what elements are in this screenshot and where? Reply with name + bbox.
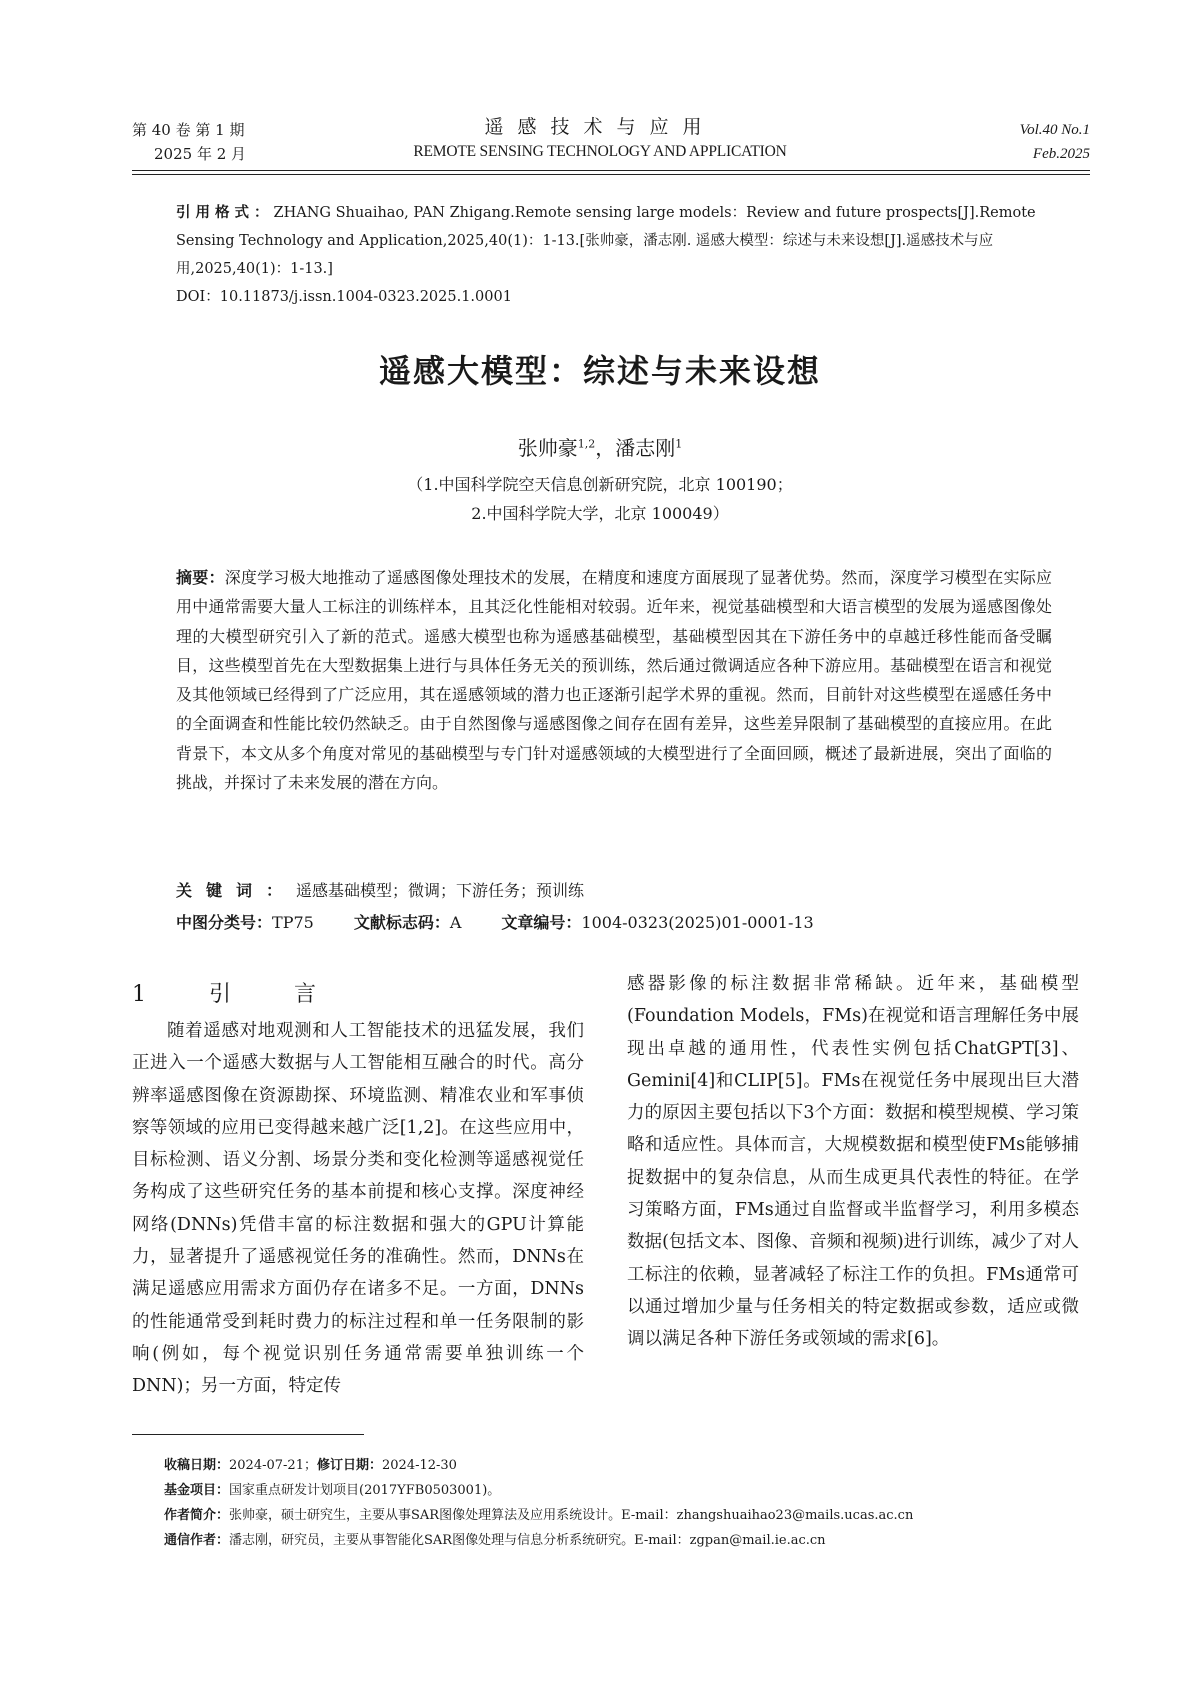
body-paragraph-right: 感器影像的标注数据非常稀缺。近年来，基础模型(Foundation Models，FMs)在视觉和语言理解任务中展现出卓越的通用性，代表性实例包括ChatGPT[3]、Gemini[4]和CLIP[5]。FMs在视觉任务中展现出巨大潜力的原因主要包括以下3个方面：数据和模型规模、学习策略和适应性。具体而言，大规模数据和模型使FMs能够捕捉数据中的复杂信息，从而生成更具代表性的特征。在学习策略方面，FMs通过自监督或半监督学习，利用多模态数据(包括文本、图像、音频和视频)进行训练，减少了对人工标注的依赖，显著减轻了标注工作的负担。FMs通常可以通过增加少量与任务相关的特定数据或参数，适应或微调以满足各种下游任务或领域的需求[6]。 bbox=[627, 974, 1079, 1350]
classification-line bbox=[176, 910, 814, 933]
journal-name-cn: 遥感技术与应用 bbox=[484, 116, 716, 138]
keywords-label: 关键词： bbox=[176, 881, 297, 900]
section-heading: 1 引 言 bbox=[132, 982, 344, 1007]
footnotes bbox=[164, 1453, 1064, 1553]
author-bio-line: 作者简介：张帅豪，硕士研究生，主要从事SAR图像处理算法及应用系统设计。E-mail：zhangshuaihao23@mails.ucas.ac.cn bbox=[164, 1508, 914, 1523]
article-no-value: 1004-0323(2025)01-0001-13 bbox=[581, 913, 814, 932]
author-bio: 张帅豪，硕士研究生，主要从事SAR图像处理算法及应用系统设计。E-mail：zhangshuaihao23@mails.ucas.ac.cn bbox=[229, 1508, 914, 1523]
date-cn: 2025 年 2 月 bbox=[154, 145, 247, 163]
author-2: 潘志刚 bbox=[615, 436, 676, 460]
revised-date: 2024-12-30 bbox=[382, 1458, 457, 1473]
affiliation-1: （1.中国科学院空天信息创新研究院，北京 100190； bbox=[407, 475, 793, 494]
doc-code-value: A bbox=[449, 913, 462, 932]
journal-name-en: REMOTE SENSING TECHNOLOGY AND APPLICATION bbox=[413, 143, 787, 160]
doi: DOI：10.11873/j.issn.1004-0323.2025.1.0001 bbox=[176, 289, 512, 305]
keywords bbox=[176, 878, 584, 901]
footnote-rule bbox=[132, 1434, 364, 1435]
affiliations bbox=[0, 470, 1200, 528]
dates-line: 收稿日期：2024-07-21；修订日期：2024-12-30 bbox=[164, 1458, 457, 1473]
abstract-text: 深度学习极大地推动了遥感图像处理技术的发展，在精度和速度方面展现了显著优势。然而，深度学习模型在实际应用中通常需要大量人工标注的训练样本，且其泛化性能相对较弱。近年来，视觉基础模型和大语言模型的发展为遥感图像处理的大模型研究引入了新的范式。遥感大模型也称为遥感基础模型，基础模型因其在下游任务中的卓越迁移性能而备受瞩目，这些模型首先在大型数据集上进行与具体任务无关的预训练，然后通过微调适应各种下游应用。基础模型在语言和视觉及其他领域已经得到了广泛应用，其在遥感领域的潜力也正逐渐引起学术界的重视。然而，目前针对这些模型在遥感任务中的全面调查和性能比较仍然缺乏。由于自然图像与遥感图像之间存在固有差异，这些差异限制了基础模型的直接应用。在此背景下，本文从多个角度对常见的基础模型与专门针对遥感领域的大模型进行了全面回顾，概述了最新进展，突出了面临的挑战，并探讨了未来发展的潜在方向。 bbox=[176, 568, 1052, 793]
paper-title: 遥感大模型：综述与未来设想 bbox=[378, 352, 821, 390]
article-no-label: 文章编号： bbox=[501, 913, 582, 932]
author-1-affil: 1,2 bbox=[577, 437, 596, 451]
header-right bbox=[1020, 118, 1090, 166]
abstract bbox=[176, 563, 1052, 797]
header-rule bbox=[132, 170, 1090, 175]
author-2-affil: 1 bbox=[675, 437, 683, 451]
body-column-right bbox=[627, 968, 1079, 1356]
journal-header bbox=[395, 113, 805, 163]
volume-issue-en: Vol.40 No.1 bbox=[1019, 122, 1090, 138]
citation-block bbox=[176, 199, 1054, 311]
affiliation-2: 2.中国科学院大学，北京 100049） bbox=[471, 504, 729, 523]
fund-line: 基金项目：国家重点研发计划项目(2017YFB0503001)。 bbox=[164, 1483, 501, 1498]
author-1: 张帅豪 bbox=[517, 436, 578, 460]
abstract-label: 摘要： bbox=[176, 568, 225, 587]
clc-label: 中图分类号： bbox=[176, 913, 273, 932]
fund-text: 国家重点研发计划项目(2017YFB0503001)。 bbox=[229, 1483, 501, 1498]
date-en: Feb.2025 bbox=[1032, 146, 1090, 162]
citation-label: 引用格式： bbox=[176, 205, 274, 221]
corresponding-author: 潘志刚，研究员，主要从事智能化SAR图像处理与信息分析系统研究。E-mail：zgpan@mail.ie.ac.cn bbox=[229, 1533, 826, 1548]
authors: 张帅豪$^{1,2}$，潘志刚$^1$ bbox=[517, 436, 683, 460]
body-paragraph-left: 随着遥感对地观测和人工智能技术的迅猛发展，我们正进入一个遥感大数据与人工智能相互融合的时代。高分辨率遥感图像在资源勘探、环境监测、精准农业和军事侦察等领域的应用已变得越来越广泛[1,2]。在这些应用中，目标检测、语义分割、场景分类和变化检测等遥感视觉任务构成了这些研究任务的基本前提和核心支撑。深度神经网络(DNNs)凭借丰富的标注数据和强大的GPU计算能力，显著提升了遥感视觉任务的准确性。然而，DNNs在满足遥感应用需求方面仍存在诸多不足。一方面，DNNs的性能通常受到耗时费力的标注过程和单一任务限制的影响(例如，每个视觉识别任务通常需要单独训练一个DNN)；另一方面，特定传 bbox=[132, 1021, 584, 1397]
keywords-text: 遥感基础模型；微调；下游任务；预训练 bbox=[296, 881, 585, 900]
citation-text: ZHANG Shuaihao, PAN Zhigang.Remote sensing large models：Review and future prospects[J].Remote Sensing Technology and Application,2025,40(1)：1-13.[张帅豪，潘志刚. 遥感大模型：综述与未来设想[J].遥感技术与应用,2025,40(1)：1-13.] bbox=[176, 205, 1036, 277]
header-left bbox=[132, 118, 246, 166]
corresponding-line: 通信作者：潘志刚，研究员，主要从事智能化SAR图像处理与信息分析系统研究。E-mail：zgpan@mail.ie.ac.cn bbox=[164, 1533, 826, 1548]
received-date: 2024-07-21； bbox=[229, 1458, 317, 1473]
doc-code-label: 文献标志码： bbox=[353, 913, 450, 932]
body-column-left bbox=[132, 1015, 584, 1403]
volume-issue-cn: 第 40 卷 第 1 期 bbox=[132, 121, 245, 139]
clc-value: TP75 bbox=[272, 913, 314, 932]
